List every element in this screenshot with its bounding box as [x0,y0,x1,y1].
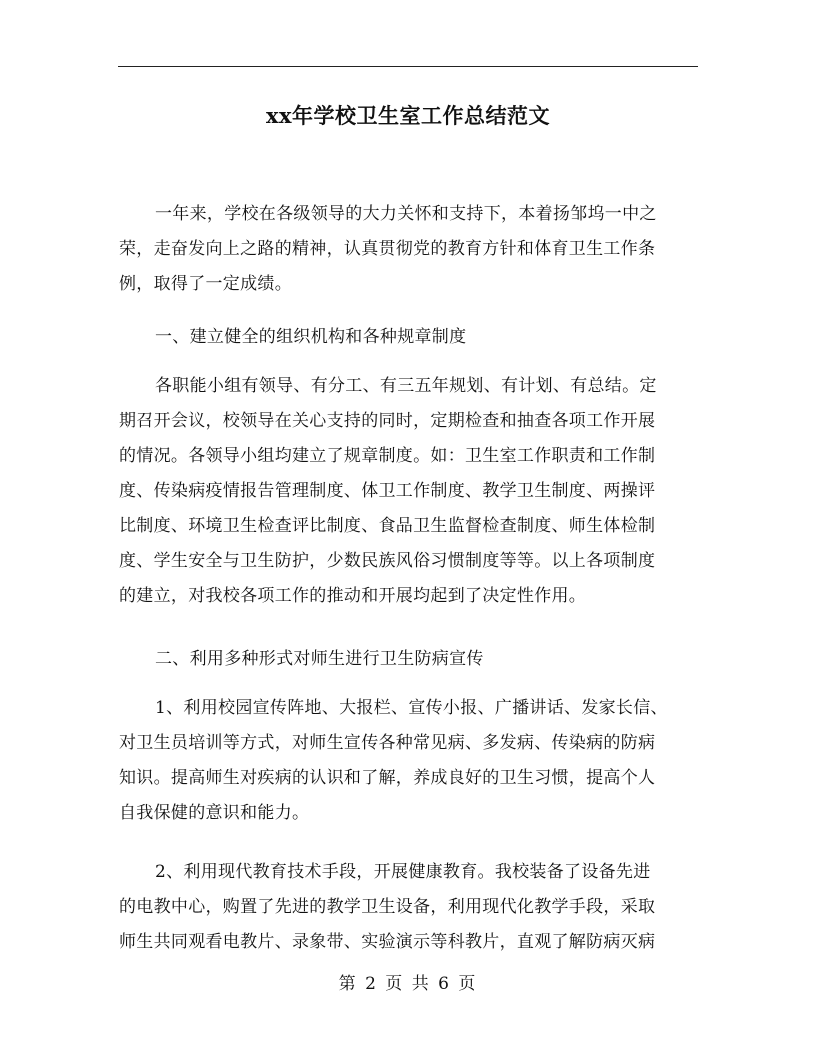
text-line: 比制度、环境卫生检查评比制度、食品卫生监督检查制度、师生体检制 [119,516,656,536]
text-line: 知识。提高师生对疾病的认识和了解，养成良好的卫生习惯，提高个人 [119,768,656,788]
text-line: 对卫生员培训等方式，对师生宣传各种常见病、多发病、传染病的防病 [119,733,656,753]
text-line: 自我保健的意识和能力。 [119,803,310,823]
paragraph-organization [119,369,701,614]
text-line: 度、学生安全与卫生防护，少数民族风俗习惯制度等等。以上各项制度 [119,551,656,571]
text-line: 的建立，对我校各项工作的推动和开展均起到了决定性作用。 [119,586,587,606]
text-line: 例，取得了一定成绩。 [119,274,292,294]
paragraph-propaganda-1 [119,691,701,831]
text-line: 1、利用校园宣传阵地、大报栏、宣传小报、广播讲话、发家长信、 [155,698,668,718]
text-line: 一、建立健全的组织机构和各种规章制度 [155,327,467,347]
paragraph-propaganda-2 [119,855,701,960]
text-line: 各职能小组有领导、有分工、有三五年规划、有计划、有总结。定 [155,376,657,396]
page-number: 第 2 页 共 6 页 [338,974,478,994]
document-title: xx年学校卫生室工作总结范文 [265,103,551,128]
text-line: 的电教中心，购置了先进的教学卫生设备，利用现代化教学手段，采取 [119,897,656,917]
text-line: 度、传染病疫情报告管理制度、体卫工作制度、教学卫生制度、两操评 [119,481,656,501]
text-line: 2、利用现代教育技术手段，开展健康教育。我校装备了设备先进 [155,862,651,882]
section-heading-2 [119,642,701,677]
text-line: 荣，走奋发向上之路的精神，认真贯彻党的教育方针和体育卫生工作条 [119,239,656,259]
section-heading-1 [119,320,701,355]
text-line: 二、利用多种形式对师生进行卫生防病宣传 [155,649,484,669]
text-line: 师生共同观看电教片、录象带、实验演示等科教片，直观了解防病灭病 [119,932,656,952]
text-line: 期召开会议，校领导在关心支持的同时，定期检查和抽查各项工作开展 [119,411,656,431]
text-line: 的情况。各领导小组均建立了规章制度。如：卫生室工作职责和工作制 [119,446,656,466]
text-line: 一年来，学校在各级领导的大力关怀和支持下，本着扬邹坞一中之 [155,204,657,224]
header-rule [118,66,698,67]
paragraph-intro [119,197,701,302]
